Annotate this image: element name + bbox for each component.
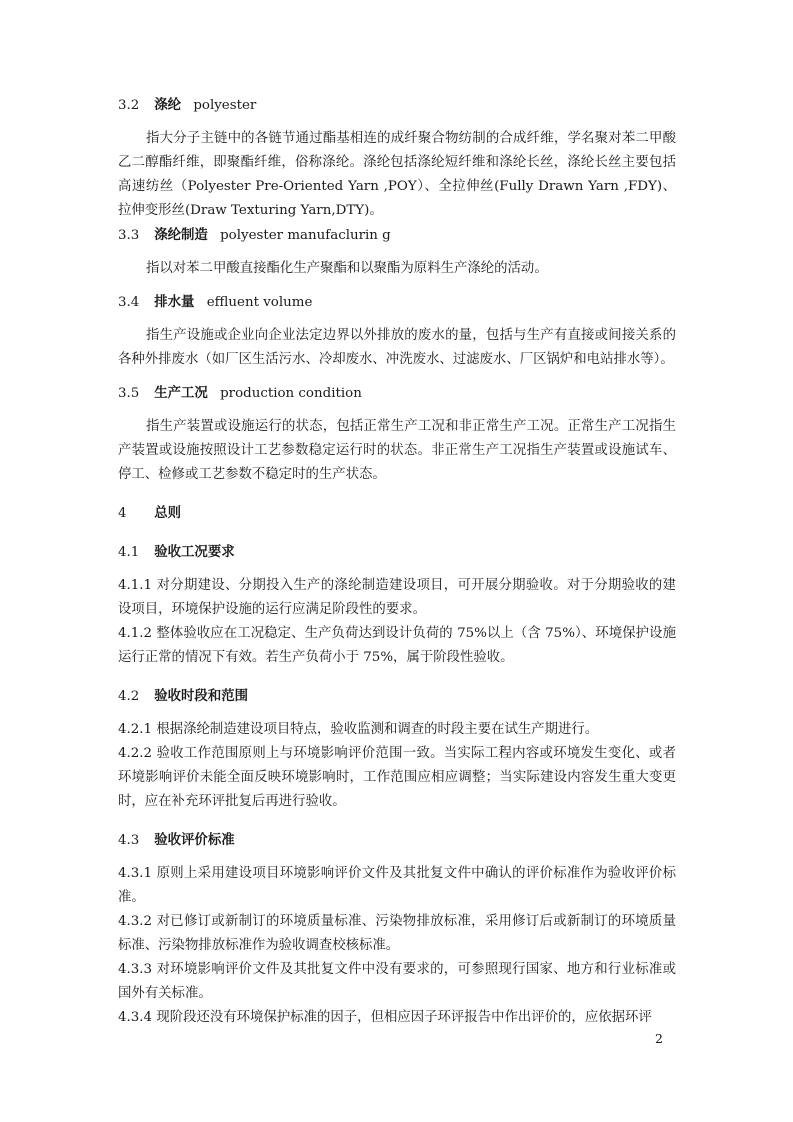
section-heading-4-1 <box>118 540 676 565</box>
paragraph-4-3-1: 4.3.1 原则上采用建设项目环境影响评价文件及其批复文件中确认的评价标准作为验收评价标准。 <box>118 866 676 905</box>
paragraph-3-2: 指大分子主链中的各链节通过酯基相连的成纤聚合物纺制的合成纤维，学名聚对苯二甲酸乙二醇酯纤维，即聚酯纤维，俗称涤纶。涤纶包括涤纶短纤维和涤纶长丝，涤纶长丝主要包括高速纺丝（Polyester Pre-Oriented Yarn ,POY）、全拉伸丝(Fully Drawn Yarn ,FDY)、拉伸变形丝(Draw Texturing Yarn,DTY)。 <box>118 131 676 218</box>
section-heading-4-3 <box>118 828 676 853</box>
paragraph-4-2-1: 4.2.1 根据涤纶制造建设项目特点，验收监测和调查的时段主要在试生产期进行。 <box>118 722 599 737</box>
paragraph-3-5: 指生产装置或设施运行的状态，包括正常生产工况和非正常生产工况。正常生产工况指生产装置或设施按照设计工艺参数稳定运行时的状态。非正常生产工况指生产装置或设施试车、停工、检修或工艺参数不稳定时的生产状态。 <box>118 419 676 482</box>
section-number: 4.2 <box>118 689 140 704</box>
section-heading-4 <box>118 501 676 526</box>
paragraph-4-3-4: 4.3.4 现阶段还没有环境保护标准的因子，但相应因子环评报告中作出评价的，应依据环评 <box>118 1010 652 1025</box>
section-title: 总则 <box>154 505 182 521</box>
paragraph-4-1-2: 4.1.2 整体验收应在工况稳定、生产负荷达到设计负荷的 75%以上（含 75%）、环境保护设施运行正常的情况下有效。若生产负荷小于 75%，属于阶段性验收。 <box>118 626 676 665</box>
section-number: 3.4 <box>118 295 140 310</box>
section-number: 4.1 <box>118 545 140 560</box>
section-heading-4-2 <box>118 684 676 709</box>
section-number: 3.5 <box>118 386 140 401</box>
section-heading-3-5 <box>118 381 676 406</box>
paragraph-4-3-3: 4.3.3 对环境影响评价文件及其批复文件中没有要求的，可参照现行国家、地方和行业标准或国外有关标准。 <box>118 962 676 1001</box>
section-title: 验收评价标准 <box>154 832 235 848</box>
page-content <box>118 93 676 1030</box>
section-number: 4.3 <box>118 833 140 848</box>
page-number: 2 <box>655 1031 663 1046</box>
section-heading-3-4 <box>118 290 676 315</box>
paragraph-4-1-1: 4.1.1 对分期建设、分期投入生产的涤纶制造建设项目，可开展分期验收。对于分期验收的建设项目，环境保护设施的运行应满足阶段性的要求。 <box>118 578 676 617</box>
section-title-en: effluent volume <box>206 295 313 310</box>
section-title-en: production condition <box>220 386 362 401</box>
paragraph-3-3: 指以对苯二甲酸直接酯化生产聚酯和以聚酯为原料生产涤纶的活动。 <box>146 261 548 276</box>
paragraph-4-3-2: 4.3.2 对已修订或新制订的环境质量标准、污染物排放标准，采用修订后或新制订的环境质量标准、污染物排放标准作为验收调查校核标准。 <box>118 914 676 953</box>
section-title: 生产工况 <box>154 385 208 401</box>
paragraph-3-4: 指生产设施或企业向企业法定边界以外排放的废水的量，包括与生产有直接或间接关系的各种外排废水（如厂区生活污水、冷却废水、冲洗废水、过滤废水、厂区锅炉和电站排水等）。 <box>118 328 676 367</box>
section-title: 涤纶制造 <box>154 227 208 243</box>
section-title-en: polyester <box>193 98 257 113</box>
section-title: 验收工况要求 <box>154 544 235 560</box>
section-title: 排水量 <box>154 294 195 310</box>
section-number: 3.2 <box>118 98 140 113</box>
section-number: 4 <box>118 506 127 521</box>
paragraph-4-2-2: 4.2.2 验收工作范围原则上与环境影响评价范围一致。当实际工程内容或环境发生变化、或者环境影响评价未能全面反映环境影响时，工作范围应相应调整；当实际建设内容发生重大变更时，应在补充环评批复后再进行验收。 <box>118 746 676 809</box>
section-title: 验收时段和范围 <box>154 688 248 704</box>
section-title: 涤纶 <box>154 97 182 113</box>
section-title-en: polyester manufaclurin g <box>220 228 391 243</box>
section-heading-3-3 <box>118 223 676 248</box>
section-number: 3.3 <box>118 228 140 243</box>
section-heading-3-2 <box>118 93 676 118</box>
